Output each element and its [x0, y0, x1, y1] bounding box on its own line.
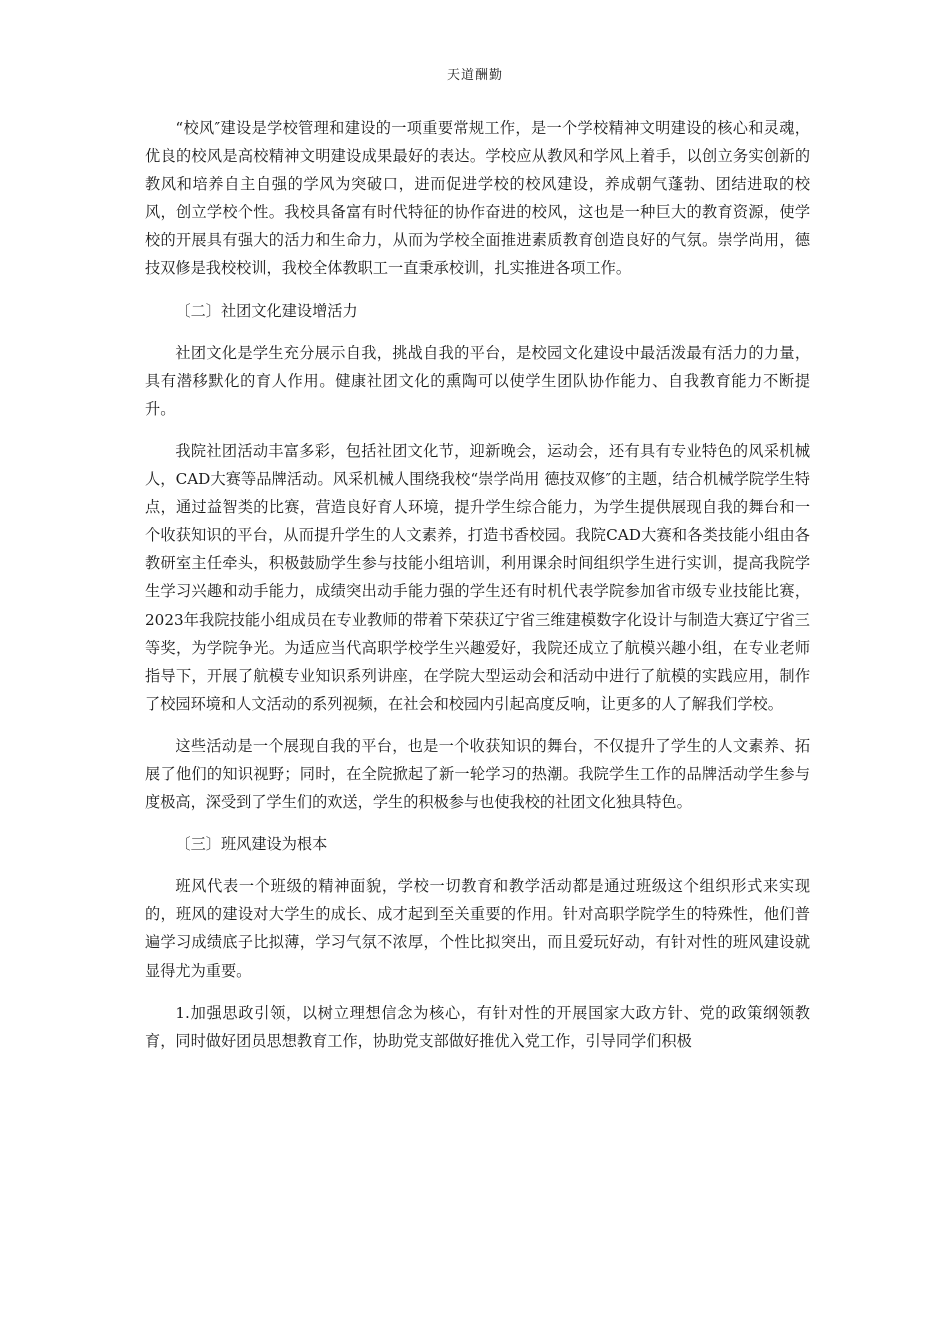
paragraph-item-1: 1.加强思政引领，以树立理想信念为核心，有针对性的开展国家大政方针、党的政策纲领教育，同时做好团员思想教育工作，协助党支部做好推优入党工作，引导同学们积极 [145, 1003, 810, 1050]
page-header: 天道酬勤 [446, 68, 503, 83]
paragraph-school-spirit: “校风″建设是学校管理和建设的一项重要常规工作，是一个学校精神文明建设的核心和灵魂，优良的校风是高校精神文明建设成果最好的表达。学校应从教风和学风上着手，以创立务实创新的教风和培养自主自强的学风为突破口，进而促进学校的校风建设，养成朝气蓬勃、团结进取的校风，创立学校个性。我校具备富有时代特征的协作奋进的校风，这也是一种巨大的教育资源，使学校的开展具有强大的活力和生命力，从而为学校全面推进素质教育创造良好的气氛。崇学尚用，德技双修是我校校训，我校全体教职工一直秉承校训，扎实推进各项工作。 [145, 119, 810, 278]
section-heading-club-culture: 〔二〕社团文化建设增活力 [175, 301, 358, 320]
section-heading-class-spirit: 〔三〕班风建设为根本 [175, 835, 328, 854]
document-body [145, 114, 810, 1069]
paragraph-class-spirit: 班风代表一个班级的精神面貌，学校一切教育和教学活动都是通过班级这个组织形式来实现的，班风的建设对大学生的成长、成才起到至关重要的作用。针对高职学院学生的特殊性，他们普遍学习成绩底子比拟薄，学习气氛不浓厚，个性比拟突出，而且爱玩好动，有针对性的班风建设就显得尤为重要。 [145, 877, 810, 980]
paragraph-club-culture-intro: 社团文化是学生充分展示自我，挑战自我的平台，是校园文化建设中最活泼最有活力的力量，具有潜移默化的育人作用。健康社团文化的熏陶可以使学生团队协作能力、自我教育能力不断提升。 [145, 343, 810, 418]
paragraph-activities-summary: 这些活动是一个展现自我的平台，也是一个收获知识的舞台，不仅提升了学生的人文素养、拓展了他们的知识视野；同时，在全院掀起了新一轮学习的热潮。我院学生工作的品牌活动学生参与度极高，深受到了学生们的欢送，学生的积极参与也使我校的社团文化独具特色。 [145, 736, 810, 812]
paragraph-club-activities: 我院社团活动丰富多彩，包括社团文化节，迎新晚会，运动会，还有具有专业特色的风采机械人，CAD大赛等品牌活动。风采机械人围绕我校“崇学尚用 德技双修″的主题，结合机械学院学生特点，通过益智类的比赛，营造良好育人环境，提升学生综合能力，为学生提供展现自我的舞台和一个收获知识的平台，从而提升学生的人文素养，打造书香校园。我院CAD大赛和各类技能小组由各教研室主任牵头，积极鼓励学生参与技能小组培训，利用课余时间组织学生进行实训，提高我院学生学习兴趣和动手能力，成绩突出动手能力强的学生还有时机代表学院参加省市级专业技能比赛，2023年我院技能小组成员在专业教师的带着下荣获辽宁省三维建模数字化设计与制造大赛辽宁省三等奖，为学院争光。为适应当代高职学校学生兴趣爱好，我院还成立了航模兴趣小组，在专业老师指导下，开展了航模专业知识系列讲座，在学院大型运动会和活动中进行了航模的实践应用，制作了校园环境和人文活动的系列视频，在社会和校园内引起高度反响，让更多的人了解我们学校。 [145, 441, 810, 713]
